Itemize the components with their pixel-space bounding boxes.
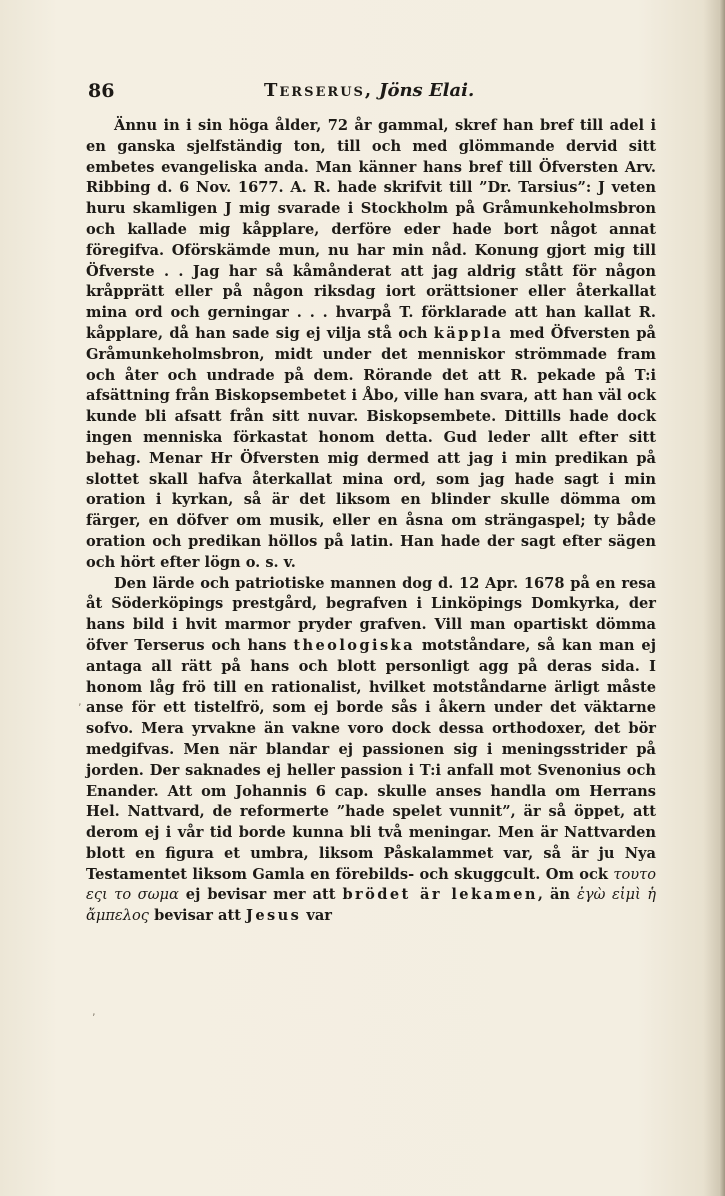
page-header <box>88 80 648 104</box>
greek-quote: τουτο εςι το σωμα <box>86 865 656 904</box>
running-head-author: Jöns Elai. <box>378 80 475 101</box>
text-run: Ännu in i sin höga ålder, 72 år gammal, skref han bref till adel i en ganska sjelfständig ton, till och med glömmande dervid sitt embetes evangeliska anda. Man känner hans bref till Öfversten Arv. Ribbing d. 6 Nov. 1677. A. R. hade skrifvit till ”Dr. Tarsius”: J veten huru skamligen J mig svarade i Stockholm på Gråmunkeholmsbron och kallade mig kåpplare, derföre eder hade bort något annat föregifva. Oförskämde mun, nu har min nåd. Konung gjort mig till Öfverste . . Jag har så kåmånderat att jag aldrig stått för någon kråpprätt eller på någon riksdag iort orättsioner eller återkallat mina ord och gerningar . . . hvarpå T. förklarade att han kallat R. kåpplare, då han sade sig ej vilja stå och <box>86 117 656 342</box>
running-head-name: Terserus, <box>264 80 374 101</box>
text-run: motståndare, så kan man ej antaga all rätt på hans och blott personligt agg på deras sida. I honom låg frö till en rationalist, hvilket motståndarne ärligt måste anse för ett tistelfrö, som ej borde sås i åkern under det väktarne sofvo. Mera yrvakne än vakne voro dock dessa orthodoxer, det bör medgifvas. Men när blandar ej passionen sig i meningsstrider på jorden. Der saknades ej heller passion i T:i anfall mot Svenonius och Enander. Att om Johannis 6 cap. skulle anses handla om Herrans Hel. Nattvard, de reformerte ”hade spelet vunnit”, är så öppet, att derom ej i vår tid borde kunna bli två meningar. Men är Nattvarden blott en figura et umbra, liksom Påskalammet var, så är ju Nya Testamentet liksom Gamla en förebilds- och skuggcult. Om ock <box>86 636 656 883</box>
text-run: Den lärde och patriotiske mannen dog d. 12 Apr. 1678 på en resa åt Söderköpings prestgård, begrafven i Linköpings Domkyrka, der hans bild i hvit marmor pryder grafven. Vill man opartiskt dömma öfver Terserus och hans <box>86 574 656 654</box>
paragraph <box>86 116 656 574</box>
text-run: ej bevisar mer att <box>178 886 343 904</box>
text-run: bevisar att <box>148 907 247 925</box>
body-text <box>86 116 656 927</box>
emphasis-text: theologiska <box>293 636 415 654</box>
greek-quote: ἐγὼ εἰμὶ ἡ ἄμπελος <box>86 886 656 925</box>
text-run: med Öfversten på Gråmunkeholmsbron, midt under det menniskor strömmade fram och åter och undrade på dem. Rörande det att R. pekade på T:i afsättning från Biskopsembetet i Åbo, ville han svara, att han väl ock kunde bli afsatt från sitt nuvar. Biskopsembete. Dittills hade dock ingen menniska förkastat honom detta. Gud leder allt efter sitt behag. Menar Hr Öfversten mig dermed att jag i min predikan på slottet skall hafva återkallat mina ord, som jag hade sagt i min oration i kyrkan, så är det liksom en blinder skulle dömma om färger, en döfver om musik, eller en åsna om strängaspel; ty både oration och predikan höllos på latin. Han hade der sagt efter sägen och hört efter lögn o. s. v. <box>86 324 657 571</box>
page-number: 86 <box>88 80 115 102</box>
margin-tick-mark: ‚ <box>92 1005 96 1018</box>
paragraph <box>86 574 656 928</box>
text-run: var <box>301 907 332 925</box>
emphasis-text: käppla <box>433 324 504 342</box>
margin-tick-mark: ‚ <box>78 695 82 708</box>
emphasis-text: Jesus <box>246 907 302 925</box>
page-edge-shadow <box>719 0 725 1196</box>
running-head <box>264 80 474 101</box>
emphasis-text: brödet är lekamen <box>342 886 538 904</box>
text-run: , än <box>537 886 577 904</box>
